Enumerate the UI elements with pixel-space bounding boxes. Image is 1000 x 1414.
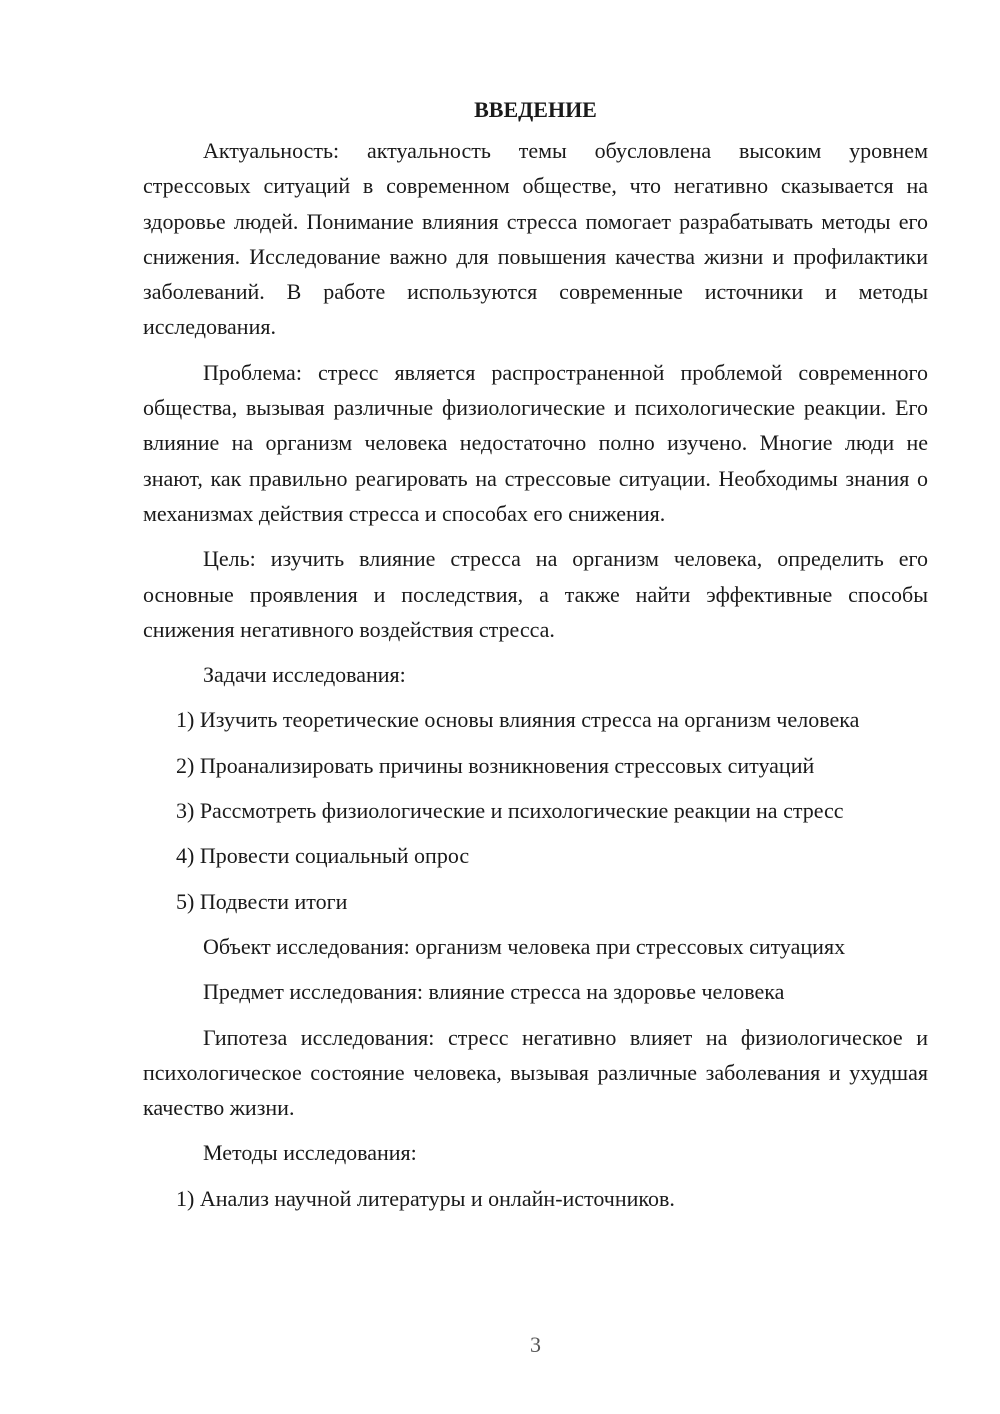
problem-paragraph: Проблема: стресс является распространенной проблемой современного общества, вызывая различные физиологические и психологические реакции. Его влияние на организм человека недостаточно полно изучено. Многие люди не знают, как правильно реагировать на стрессовые ситуации. Необходимы знания о механизмах действия стресса и способах его снижения.: [143, 359, 928, 526]
task-item-4: 4) Провести социальный опрос: [176, 843, 470, 869]
subject-line: Предмет исследования: влияние стресса на здоровье человека: [203, 979, 785, 1005]
page-title: ВВЕДЕНИЕ: [474, 97, 597, 122]
task-item-2: 2) Проанализировать причины возникновения стрессовых ситуаций: [176, 752, 815, 778]
goal-paragraph: Цель: изучить влияние стресса на организм человека, определить его основные проявления и последствия, а также найти эффективные способы снижения негативного воздействия стресса.: [143, 546, 928, 642]
task-item-5: 5) Подвести итоги: [176, 888, 348, 914]
page-number: 3: [530, 1332, 541, 1357]
tasks-heading: Задачи исследования:: [203, 662, 406, 688]
task-item-1: 1) Изучить теоретические основы влияния стресса на организм человека: [176, 707, 860, 733]
object-line: Объект исследования: организм человека при стрессовых ситуациях: [203, 933, 846, 959]
task-item-3: 3) Рассмотреть физиологические и психологические реакции на стресс: [176, 798, 844, 824]
methods-heading: Методы исследования:: [203, 1140, 417, 1166]
method-item-1: 1) Анализ научной литературы и онлайн-источников.: [176, 1185, 675, 1211]
document-page: [143, 95, 928, 1226]
relevance-paragraph: Актуальность: актуальность темы обусловлена высоким уровнем стрессовых ситуаций в современном обществе, что негативно сказывается на здоровье людей. Понимание влияния стресса помогает разрабатывать методы его снижения. Исследование важно для повышения качества жизни и профилактики заболеваний. В работе используются современные источники и методы исследования.: [143, 138, 928, 340]
hypothesis-paragraph: Гипотеза исследования: стресс негативно влияет на физиологическое и психологическое состояние человека, вызывая различные заболевания и ухудшая качество жизни.: [143, 1024, 928, 1121]
